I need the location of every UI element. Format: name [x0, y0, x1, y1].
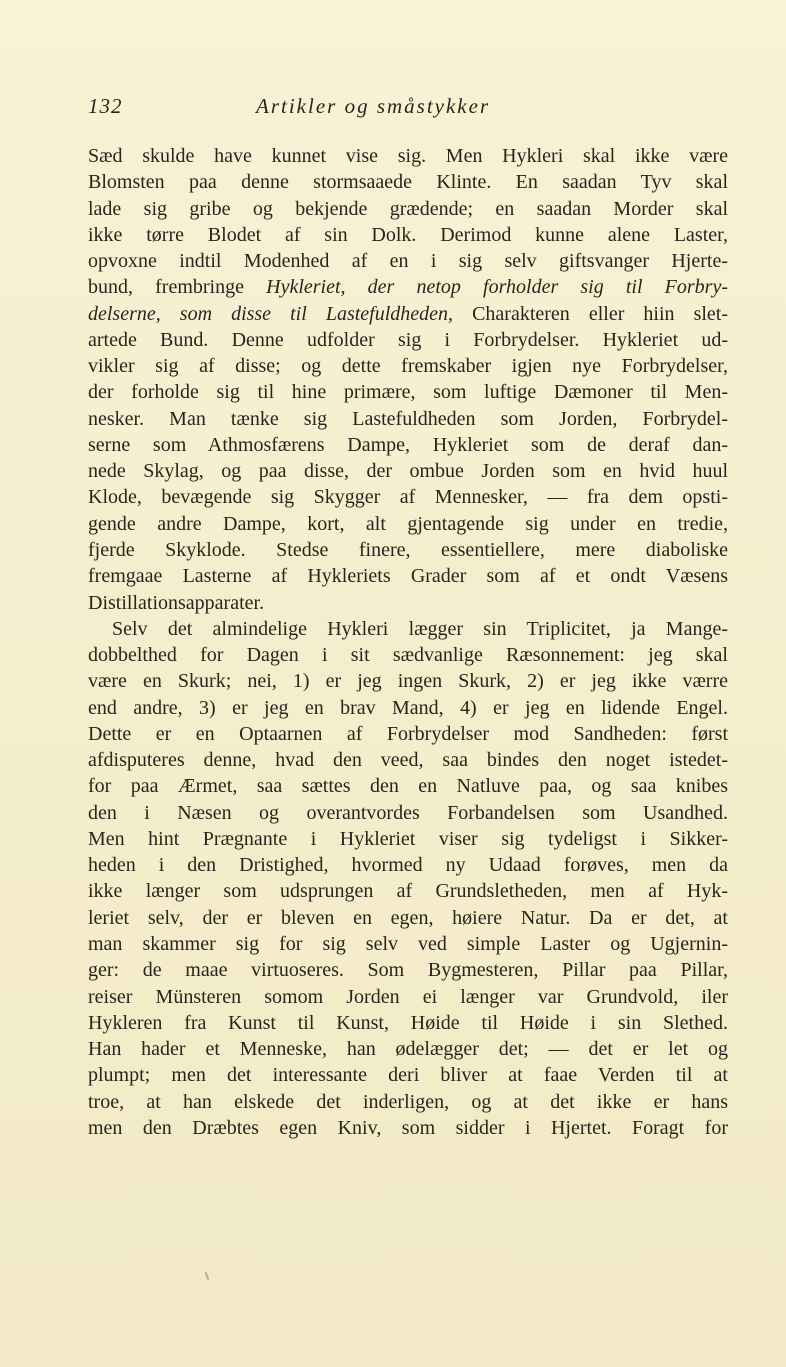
text-line: ikke tørre Blodet af sin Dolk. Derimod kunne alene Laster,	[88, 223, 728, 246]
text-line: opvoxne indtil Modenhed af en i sig selv giftsvanger Hjerte-	[88, 250, 728, 273]
text-line: den i Næsen og overantvordes Forbandelsen som Usandhed.	[88, 801, 728, 824]
running-title: Artikler og småstykker	[256, 94, 491, 118]
text-line	[88, 301, 728, 327]
text-line: serne som Athmosfærens Dampe, Hykleriet som de deraf dan-	[88, 433, 728, 456]
text-line: der forholde sig til hine primære, som luftige Dæmoner til Men-	[88, 381, 728, 404]
text-line	[88, 274, 728, 300]
text-line: reiser Münsteren somom Jorden ei længer var Grundvold, iler	[88, 985, 728, 1008]
text-line: fjerde Skyklode. Stedse finere, essentiellere, mere diaboliske	[88, 538, 728, 561]
text-line: Selv det almindelige Hykleri lægger sin Triplicitet, ja Mange-	[112, 617, 728, 640]
page-number: 132	[88, 94, 123, 118]
text-line: ikke længer som udsprungen af Grundsletheden, men af Hyk-	[88, 880, 728, 903]
text-line: leriet selv, der er bleven en egen, høiere Natur. Da er det, at	[88, 906, 728, 929]
text-line: heden i den Dristighed, hvormed ny Udaad forøves, men da	[88, 854, 728, 877]
text-line: dobbelthed for Dagen i sit sædvanlige Ræsonnement: jeg skal	[88, 644, 728, 667]
text-line: Dette er en Optaarnen af Forbrydelser mod Sandheden: først	[88, 722, 728, 745]
text-line: man skammer sig for sig selv ved simple Laster og Ugjernin-	[88, 932, 728, 955]
text-line: plumpt; men det interessante deri bliver at faae Verden til at	[88, 1064, 728, 1087]
text-line: lade sig gribe og bekjende grædende; en saadan Morder skal	[88, 197, 728, 220]
text-line: troe, at han elskede det inderligen, og at det ikke er hans	[88, 1090, 728, 1113]
text-line: gende andre Dampe, kort, alt gjentagende sig under en tredie,	[88, 512, 728, 535]
text-line: vikler sig af disse; og dette fremskaber igjen nye Forbrydelser,	[88, 355, 728, 378]
text-line: Klode, bevægende sig Skygger af Mennesker, — fra dem opsti-	[88, 486, 728, 509]
page-header	[88, 94, 728, 122]
text-line: end andre, 3) er jeg en brav Mand, 4) er jeg en lidende Engel.	[88, 696, 728, 719]
text-line: artede Bund. Denne udfolder sig i Forbrydelser. Hykleriet ud-	[88, 328, 728, 351]
body-text	[88, 143, 728, 1141]
text-line: afdisputeres denne, hvad den veed, saa bindes den noget istedet-	[88, 749, 728, 772]
text-segment: Charakteren eller hiin slet-	[472, 302, 728, 325]
emphasis-text: Hykleriet, der netop forholder sig til Forbry-	[266, 276, 728, 299]
text-line: Sæd skulde have kunnet vise sig. Men Hykleri skal ikke være	[88, 145, 728, 167]
text-segment: bund, frembringe	[88, 276, 244, 299]
text-line: for paa Ærmet, saa sættes den en Natluve paa, og saa knibes	[88, 775, 728, 798]
text-line: Distillationsapparater.	[88, 591, 265, 614]
text-line: Men hint Prægnante i Hykleriet viser sig tydeligst i Sikker-	[88, 827, 728, 850]
paper-speck	[205, 1272, 210, 1280]
text-line: nede Skylag, og paa disse, der ombue Jorden som en hvid huul	[88, 460, 728, 483]
text-line: Hykleren fra Kunst til Kunst, Høide til Høide i sin Slethed.	[88, 1011, 728, 1034]
text-line: men den Dræbtes egen Kniv, som sidder i Hjertet. Foragt for	[88, 1116, 728, 1139]
text-line: Han hader et Menneske, han ødelægger det; — det er let og	[88, 1038, 728, 1061]
text-line: ger: de maae virtuoseres. Som Bygmesteren, Pillar paa Pillar,	[88, 959, 728, 982]
text-line: fremgaae Lasterne af Hykleriets Grader som af et ondt Væsens	[88, 565, 728, 588]
text-line: være en Skurk; nei, 1) er jeg ingen Skurk, 2) er jeg ikke værre	[88, 670, 728, 693]
text-line: Blomsten paa denne stormsaaede Klinte. En saadan Tyv skal	[88, 171, 728, 194]
emphasis-text: delserne, som disse til Lastefuldheden,	[88, 302, 454, 325]
text-line: nesker. Man tænke sig Lastefuldheden som Jorden, Forbrydel-	[88, 407, 728, 430]
